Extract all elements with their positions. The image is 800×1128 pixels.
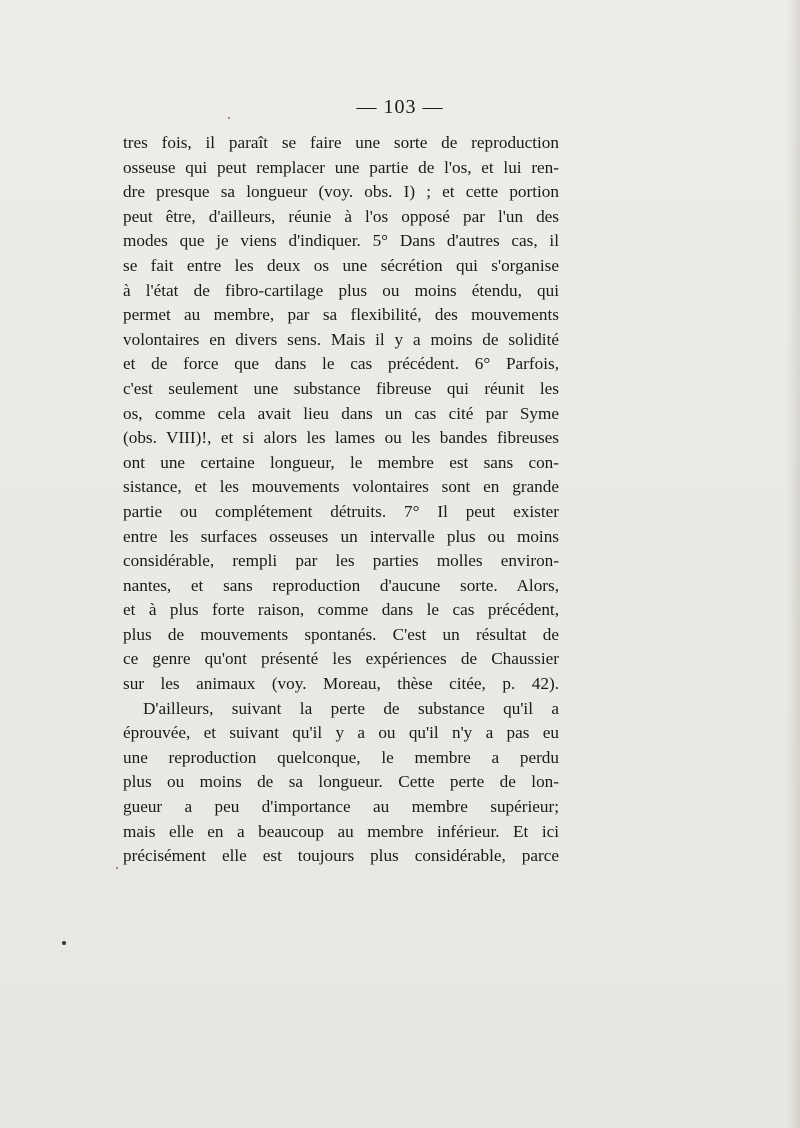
text-line: sistance, et les mouvements volontaires sont en grande bbox=[123, 477, 559, 497]
text-line: osseuse qui peut remplacer une partie de l'os, et lui ren- bbox=[123, 157, 559, 177]
page-edge-shadow bbox=[786, 0, 800, 1128]
text-line: partie ou complétement détruits. 7° Il peut exister bbox=[123, 501, 559, 521]
text-line: une reproduction quelconque, le membre a perdu bbox=[123, 747, 559, 767]
text-line: à l'état de fibro-cartilage plus ou moins étendu, qui bbox=[123, 280, 559, 300]
text-line: se fait entre les deux os une sécrétion qui s'organise bbox=[123, 255, 559, 275]
text-line: mais elle en a beaucoup au membre inférieur. Et ici bbox=[123, 821, 559, 841]
text-line: ont une certaine longueur, le membre est sans con- bbox=[123, 452, 559, 472]
ink-speck bbox=[116, 867, 118, 869]
text-line: os, comme cela avait lieu dans un cas cité par Syme bbox=[123, 403, 559, 423]
text-line: plus de mouvements spontanés. C'est un résultat de bbox=[123, 624, 559, 644]
text-line: permet au membre, par sa flexibilité, des mouvements bbox=[123, 305, 559, 325]
text-line: ce genre qu'ont présenté les expériences de Chaussier bbox=[123, 649, 559, 669]
text-line: éprouvée, et suivant qu'il y a ou qu'il n'y a pas eu bbox=[123, 723, 559, 743]
text-line: volontaires en divers sens. Mais il y a moins de solidité bbox=[123, 329, 559, 349]
text-line: gueur a peu d'importance au membre supérieur; bbox=[123, 797, 559, 817]
ink-speck bbox=[228, 117, 230, 119]
text-line: plus ou moins de sa longueur. Cette perte de lon- bbox=[123, 772, 559, 792]
text-line: peut être, d'ailleurs, réunie à l'os opposé par l'un des bbox=[123, 206, 559, 226]
text-line: (obs. VIII)!, et si alors les lames ou les bandes fibreuses bbox=[123, 428, 559, 448]
text-line: modes que je viens d'indiquer. 5° Dans d'autres cas, il bbox=[123, 231, 559, 251]
text-line: et à plus forte raison, comme dans le cas précédent, bbox=[123, 600, 559, 620]
page-number: — 103 — bbox=[356, 96, 444, 118]
ink-speck bbox=[62, 941, 66, 945]
text-line: considérable, rempli par les parties molles environ- bbox=[123, 551, 559, 571]
text-line: D'ailleurs, suivant la perte de substance qu'il a bbox=[143, 698, 559, 718]
text-line: entre les surfaces osseuses un intervalle plus ou moins bbox=[123, 526, 559, 546]
text-line: c'est seulement une substance fibreuse qui réunit les bbox=[123, 378, 559, 398]
text-line: dre presque sa longueur (voy. obs. I) ; et cette portion bbox=[123, 182, 559, 202]
paragraph bbox=[123, 131, 559, 697]
text-line: sur les animaux (voy. Moreau, thèse citée, p. 42). bbox=[123, 674, 559, 694]
text-line: nantes, et sans reproduction d'aucune sorte. Alors, bbox=[123, 575, 559, 595]
text-line: et de force que dans le cas précédent. 6° Parfois, bbox=[123, 354, 559, 374]
text-line: tres fois, il paraît se faire une sorte de reproduction bbox=[123, 133, 559, 152]
text-line: précisément elle est toujours plus considérable, parce bbox=[123, 846, 559, 866]
body-text bbox=[123, 131, 559, 869]
paragraph bbox=[123, 697, 559, 869]
